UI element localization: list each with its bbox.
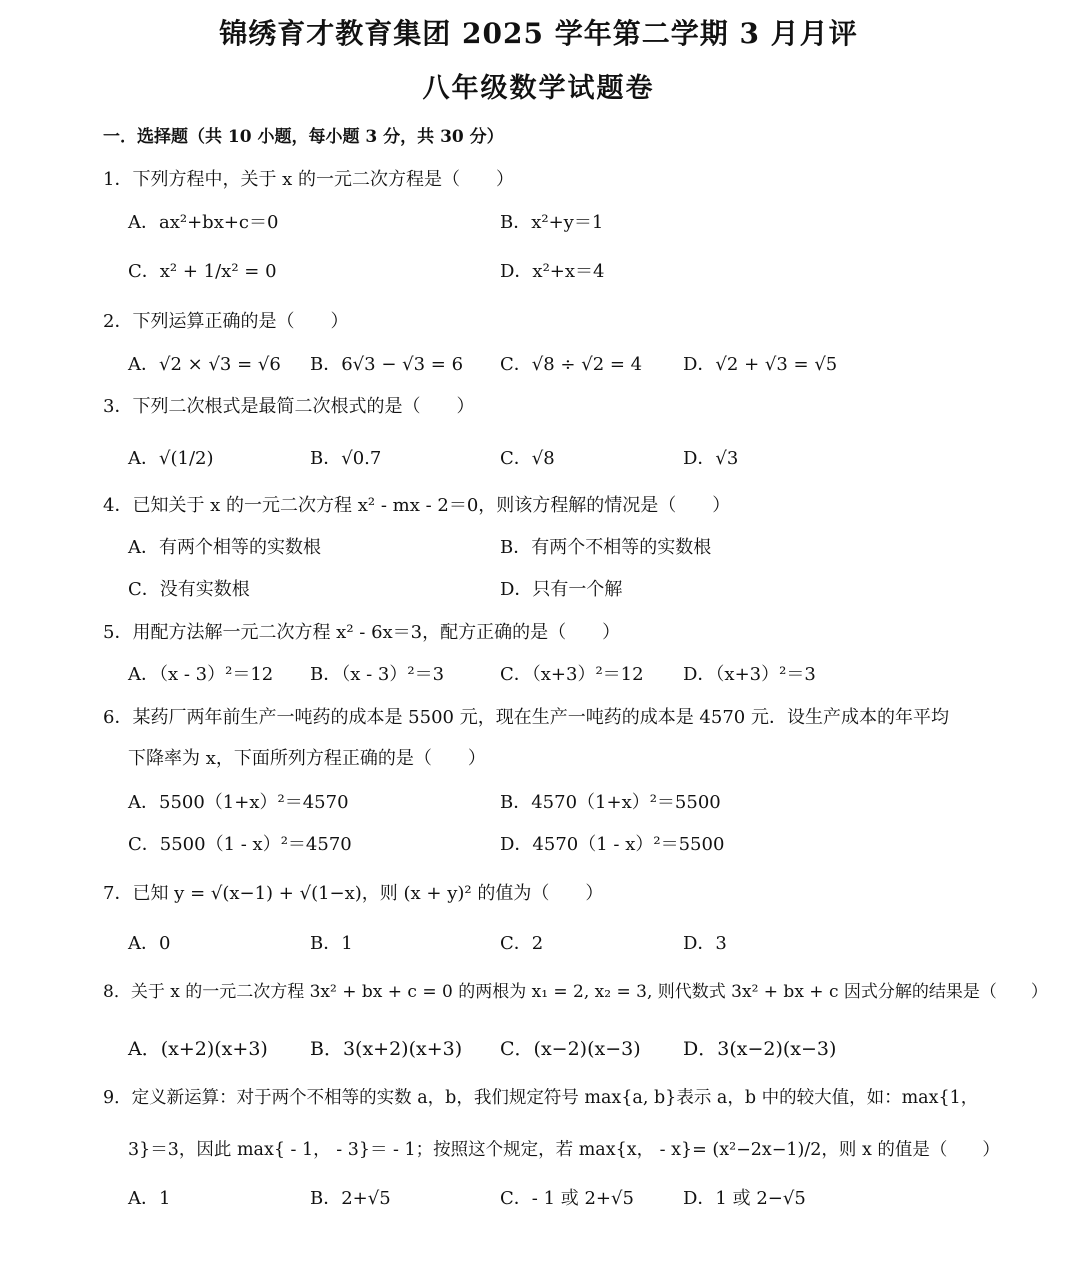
question-9-option-a: A．1 (128, 1188, 171, 1209)
question-5-stem: 5．用配方法解一元二次方程 x² - 6x＝3，配方正确的是（ ） (103, 622, 621, 643)
question-4-option-d: D．只有一个解 (500, 579, 623, 600)
question-3-stem: 3．下列二次根式是最简二次根式的是（ ） (103, 396, 475, 417)
question-6-stem: 6．某药厂两年前生产一吨药的成本是 5500 元，现在生产一吨药的成本是 4570 元．设生产成本的年平均 (103, 707, 949, 728)
exam-subtitle: 八年级数学试题卷 (422, 73, 655, 104)
question-9-option-d: D．1 或 2−√5 (683, 1188, 806, 1209)
question-7-option-b: B．1 (310, 933, 353, 954)
question-8-option-d: D．3(x−2)(x−3) (683, 1038, 837, 1060)
question-8-option-c: C．(x−2)(x−3) (500, 1038, 641, 1060)
question-5-option-b: B．（x - 3）²＝3 (310, 664, 445, 685)
question-5-option-c: C．（x+3）²＝12 (500, 664, 644, 685)
question-9-stem: 9．定义新运算：对于两个不相等的实数 a，b，我们规定符号 max{a, b}表示 a，b 中的较大值，如：max{1， (103, 1088, 979, 1108)
exam-title: 锦绣育才教育集团 2025 学年第二学期 3 月月评 (219, 17, 858, 50)
question-8-stem: 8．关于 x 的一元二次方程 3x² + bx + c = 0 的两根为 x₁ = 2, x₂ = 3, 则代数式 3x² + bx + c 因式分解的结果是（ ） (103, 982, 1048, 1002)
question-2-option-d: D．√2 + √3 = √5 (683, 354, 838, 375)
question-3-option-a: A．√(1/2) (128, 448, 214, 469)
question-6-option-c: C．5500（1 - x）²＝4570 (128, 834, 352, 855)
question-9-option-b: B．2+√5 (310, 1188, 391, 1209)
question-1-option-a: A．ax²+bx+c＝0 (128, 212, 279, 233)
question-7-stem: 7．已知 y = √(x−1) + √(1−x)，则 (x + y)² 的值为（ ） (103, 883, 604, 904)
question-6-stem-continued: 下降率为 x，下面所列方程正确的是（ ） (128, 748, 486, 769)
question-3-option-c: C．√8 (500, 448, 555, 469)
question-1-option-c: C．x² + 1/x² = 0 (128, 261, 277, 282)
question-8-option-a: A．(x+2)(x+3) (128, 1038, 268, 1060)
question-4-stem: 4．已知关于 x 的一元二次方程 x² - mx - 2＝0，则该方程解的情况是（ ） (103, 495, 731, 516)
question-7-option-d: D．3 (683, 933, 727, 954)
question-5-option-a: A．（x - 3）²＝12 (128, 664, 274, 685)
question-8-option-b: B．3(x+2)(x+3) (310, 1038, 463, 1060)
question-6-option-b: B．4570（1+x）²＝5500 (500, 792, 721, 813)
question-6-option-d: D．4570（1 - x）²＝5500 (500, 834, 725, 855)
question-1-stem: 1．下列方程中，关于 x 的一元二次方程是（ ） (103, 169, 515, 190)
question-4-option-c: C．没有实数根 (128, 579, 250, 600)
question-3-option-d: D．√3 (683, 448, 739, 469)
question-4-option-a: A．有两个相等的实数根 (128, 537, 321, 558)
question-6-option-a: A．5500（1+x）²＝4570 (128, 792, 349, 813)
question-4-option-b: B．有两个不相等的实数根 (500, 537, 712, 558)
question-7-option-c: C．2 (500, 933, 544, 954)
question-5-option-d: D．（x+3）²＝3 (683, 664, 816, 685)
question-9-option-c: C．- 1 或 2+√5 (500, 1188, 634, 1209)
question-1-option-b: B．x²+y＝1 (500, 212, 604, 233)
question-2-option-c: C．√8 ÷ √2 = 4 (500, 354, 643, 375)
section-heading: 一．选择题（共 10 小题，每小题 3 分，共 30 分） (103, 127, 504, 147)
question-2-stem: 2．下列运算正确的是（ ） (103, 311, 349, 332)
question-3-option-b: B．√0.7 (310, 448, 382, 469)
question-2-option-b: B．6√3 − √3 = 6 (310, 354, 464, 375)
question-2-option-a: A．√2 × √3 = √6 (128, 354, 281, 375)
question-1-option-d: D．x²+x＝4 (500, 261, 605, 282)
question-7-option-a: A．0 (128, 933, 171, 954)
question-9-stem-continued: 3}＝3，因此 max{ - 1， - 3}＝ - 1；按照这个规定，若 max{x， - x}= (x²−2x−1)/2，则 x 的值是（ ） (128, 1140, 1000, 1160)
